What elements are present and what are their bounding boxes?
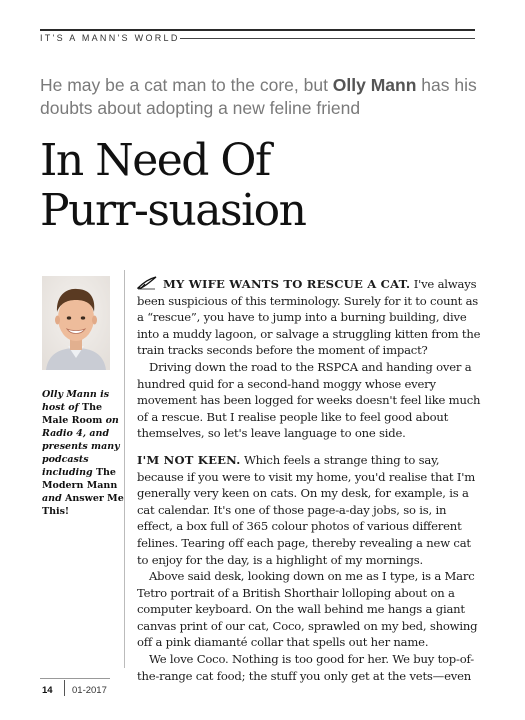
- paragraph: We love Coco. Nothing is too good for her. We buy top-of-the-range cat food; the stuff you only get at the vets—even: [137, 652, 474, 683]
- caption-podcast-title: Answer Me This!: [42, 493, 124, 517]
- caption-podcast-title: The Modern Mann: [42, 467, 118, 491]
- standfirst-author: Olly Mann: [332, 75, 417, 95]
- page-number: 14: [42, 685, 53, 696]
- caption-show-title: The Male Room: [42, 402, 103, 426]
- caption-part: and: [42, 493, 66, 504]
- footer-divider: [64, 680, 65, 696]
- paragraph-text: Which feels a strange thing to say, because if you were to visit my home, you'd realise that I'm generally very keen on cats. On my desk, for example, is a cat calendar. It's one of those page-a-day jobs, so is, in effect, a box full of 365 colour photos of various different felines. Tearing off each page, thereby revealing a new cat to enjoy for the day, is a highlight of my mornings.: [137, 452, 476, 567]
- headline-line-1: In Need Of: [40, 135, 270, 186]
- paragraph: [137, 276, 485, 359]
- paragraph: [137, 452, 485, 568]
- section-label: IT'S A MANN'S WORLD: [40, 33, 180, 43]
- lead-in: MY WIFE WANTS TO RESCUE A CAT.: [163, 277, 411, 291]
- issue-date: 01-2017: [72, 685, 107, 696]
- paragraph: Above said desk, looking down on me as I type, is a Marc Tetro portrait of a British Shorthair lolloping about on a computer keyboard. On the wall behind me hangs a giant canvas print of our cat, Coco, sprawled on my bed, showing off a pink diamanté collar that spells out her name.: [137, 569, 478, 650]
- caption-part: on Radio 4, and presents many podcasts including: [42, 415, 120, 478]
- paragraph-text: I've always been suspicious of this terminology. Surely for it to count as a “rescue”, you have to jump into a burning building, dive into a muddy lagoon, or salvage a struggling kitten from the train tracks seconds before the moment of impact?: [137, 277, 481, 358]
- standfirst-pre: He may be a cat man to the core, but: [40, 75, 333, 95]
- column-divider: [124, 270, 125, 668]
- headline-line-2: Purr-suasion: [40, 185, 306, 236]
- standfirst: [40, 74, 480, 120]
- lead-in: I'M NOT KEEN.: [137, 452, 241, 467]
- standfirst-post: has his doubts about adopting a new feline friend: [40, 75, 477, 118]
- header-thin-rule: [180, 38, 475, 39]
- caption-part: Olly Mann is host of: [42, 389, 110, 413]
- quill-icon: [137, 276, 157, 290]
- author-portrait: [42, 276, 110, 370]
- paragraph: Driving down the road to the RSPCA and handing over a hundred quid for a second-hand moggy whose every movement has been logged for weeks doesn't feel like much of a rescue. But I realise people like to feel good about themselves, so let's leave language to one side.: [137, 359, 481, 441]
- author-caption: [42, 388, 126, 518]
- article-body: [137, 276, 485, 684]
- header-rule: [40, 29, 475, 31]
- headline: [40, 136, 490, 236]
- footer-rule: [40, 678, 110, 679]
